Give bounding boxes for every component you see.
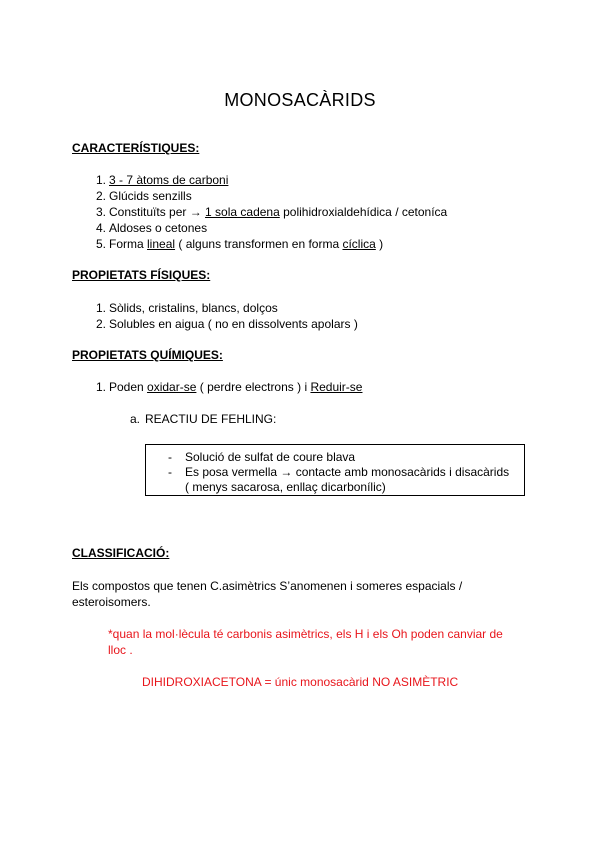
text-run: ( perdre electrons ) i (196, 380, 311, 394)
list-number: 5. (95, 237, 106, 251)
list-number: 1. (95, 173, 106, 187)
list-text: Solubles en aigua ( no en dissolvents apolars ) (109, 317, 358, 331)
box-text: ( menys sacarosa, enllaç dicarbonílic) (185, 480, 386, 494)
list-text (109, 379, 362, 395)
list-text (109, 236, 383, 252)
list-text (109, 204, 447, 220)
sub-list-text: REACTIU DE FEHLING: (145, 412, 277, 426)
list-number: 2. (95, 189, 106, 203)
heading-caracteristiques: CARACTERÍSTIQUES: (72, 141, 200, 155)
list-text: 3 - 7 àtoms de carboni (109, 173, 229, 187)
list-number: 2. (95, 317, 106, 331)
heading-quimiques: PROPIETATS QUÍMIQUES: (72, 348, 223, 362)
heading-classificacio: CLASSIFICACIÓ: (72, 546, 170, 560)
text-run: ( alguns transformen en forma (175, 237, 343, 251)
text-run: Poden (109, 380, 148, 394)
list-number: 1. (95, 301, 106, 315)
list-number: 1. (95, 380, 106, 394)
fehling-box (145, 444, 525, 496)
text-run: Constituïts per → (109, 205, 206, 219)
dash-bullet: - (168, 465, 172, 479)
paragraph-line: Els compostos que tenen C.asimètrics S’anomenen i someres espacials / (72, 579, 463, 593)
underlined-text: lineal (147, 237, 176, 251)
list-text: Glúcids senzills (109, 189, 192, 203)
note-line: lloc . (108, 643, 133, 657)
list-text: Sòlids, cristalins, blancs, dolços (109, 301, 278, 315)
underlined-text: Reduir-se (310, 380, 363, 394)
box-text: Es posa vermella → contacte amb monosacàrids i disacàrids (185, 465, 510, 479)
paragraph-line: esteroisomers. (72, 595, 151, 609)
list-number: 3. (95, 205, 106, 219)
underlined-text: cíclica (342, 237, 376, 251)
text-run: polihidroxialdehídica / cetoníca (279, 205, 448, 219)
list-text: Aldoses o cetones (109, 221, 208, 235)
box-text: Solució de sulfat de coure blava (185, 450, 356, 464)
text-run: Forma (109, 237, 148, 251)
sub-list-letter: a. (129, 412, 140, 426)
heading-fisiques: PROPIETATS FÍSIQUES: (72, 268, 211, 282)
underlined-text: 1 sola cadena (205, 205, 280, 219)
list-number: 4. (95, 221, 106, 235)
underlined-text: oxidar-se (147, 380, 197, 394)
dash-bullet: - (168, 450, 172, 464)
note-line: *quan la mol·lècula té carbonis asimètrics, els H i els Oh poden canviar de (108, 627, 503, 641)
text-run: ) (375, 237, 384, 251)
page-title: MONOSACÀRIDS (224, 90, 376, 110)
highlight-line: DIHIDROXIACETONA = únic monosacàrid NO ASIMÈTRIC (142, 675, 459, 689)
